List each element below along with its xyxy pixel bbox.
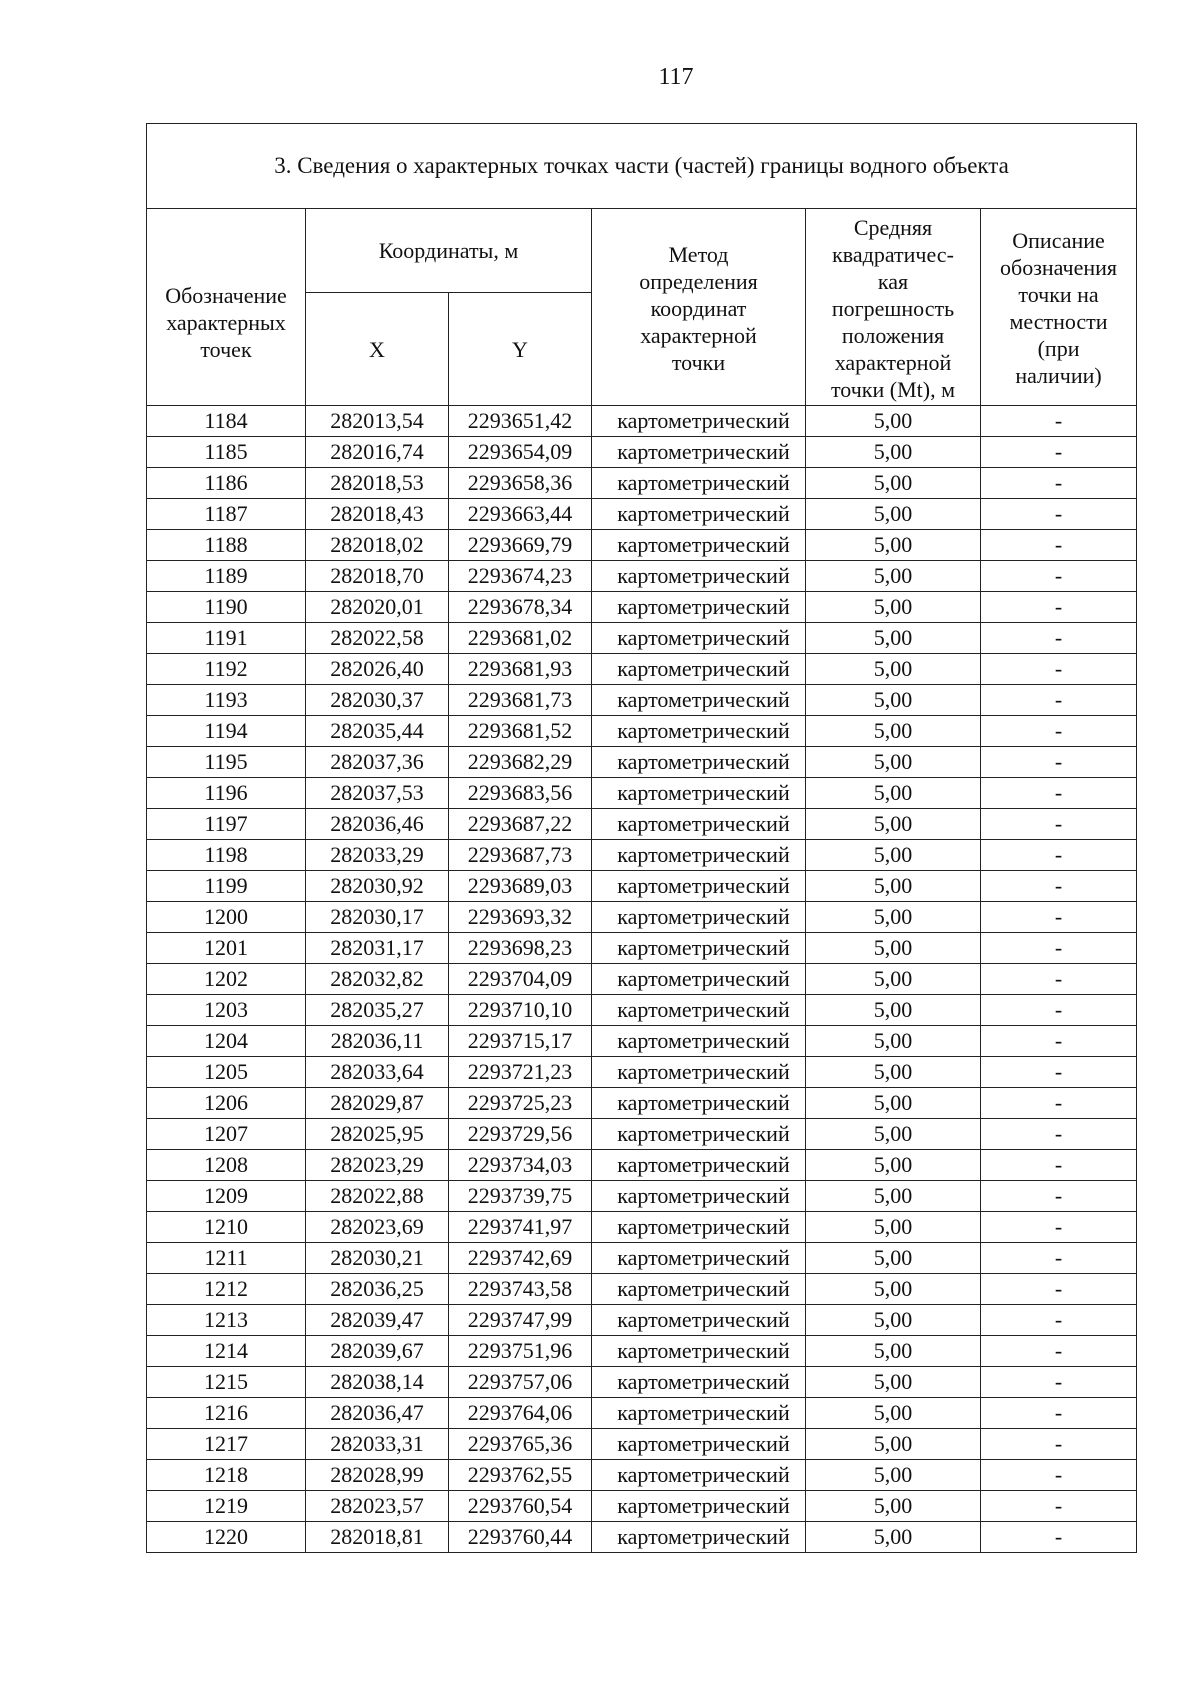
- cell-point-id: 1194: [147, 716, 306, 747]
- cell-method: картометрический: [592, 1274, 806, 1305]
- cell-method: картометрический: [592, 716, 806, 747]
- table-row: [147, 1367, 1137, 1398]
- cell-method: картометрический: [592, 623, 806, 654]
- cell-error: 5,00: [806, 1336, 981, 1367]
- cell-error: 5,00: [806, 1491, 981, 1522]
- cell-description: -: [981, 1212, 1137, 1243]
- cell-x: 282018,43: [306, 499, 449, 530]
- header-line: точки (Mt), м: [830, 376, 956, 402]
- cell-method: картометрический: [592, 1119, 806, 1150]
- cell-error: 5,00: [806, 561, 981, 592]
- cell-error: 5,00: [806, 1057, 981, 1088]
- cell-point-id: 1196: [147, 778, 306, 809]
- cell-y: 2293654,09: [449, 437, 592, 468]
- cell-point-id: 1201: [147, 933, 306, 964]
- cell-x: 282018,70: [306, 561, 449, 592]
- table-row: [147, 468, 1137, 499]
- cell-y: 2293681,52: [449, 716, 592, 747]
- cell-x: 282037,53: [306, 778, 449, 809]
- cell-description: -: [981, 1522, 1137, 1553]
- cell-method: картометрический: [592, 530, 806, 561]
- cell-y: 2293674,23: [449, 561, 592, 592]
- cell-point-id: 1186: [147, 468, 306, 499]
- cell-y: 2293760,44: [449, 1522, 592, 1553]
- table-title: 3. Сведения о характерных точках части (частей) границы водного объекта: [147, 124, 1137, 209]
- cell-error: 5,00: [806, 437, 981, 468]
- cell-y: 2293721,23: [449, 1057, 592, 1088]
- table-row: [147, 1026, 1137, 1057]
- cell-point-id: 1219: [147, 1491, 306, 1522]
- header-line: Метод: [668, 241, 729, 267]
- header-line: Описание: [1012, 228, 1105, 253]
- cell-method: картометрический: [592, 747, 806, 778]
- cell-x: 282033,29: [306, 840, 449, 871]
- cell-point-id: 1198: [147, 840, 306, 871]
- cell-description: -: [981, 1057, 1137, 1088]
- cell-method: картометрический: [592, 561, 806, 592]
- table-row: [147, 778, 1137, 809]
- cell-description: -: [981, 1305, 1137, 1336]
- cell-point-id: 1220: [147, 1522, 306, 1553]
- cell-x: 282036,25: [306, 1274, 449, 1305]
- cell-x: 282038,14: [306, 1367, 449, 1398]
- cell-x: 282036,47: [306, 1398, 449, 1429]
- cell-x: 282023,57: [306, 1491, 449, 1522]
- cell-error: 5,00: [806, 406, 981, 437]
- cell-method: картометрический: [592, 499, 806, 530]
- table-body: [147, 406, 1137, 1553]
- cell-description: -: [981, 530, 1137, 561]
- table-row: [147, 1305, 1137, 1336]
- cell-method: картометрический: [592, 1212, 806, 1243]
- header-line: местности: [1009, 309, 1108, 334]
- cell-y: 2293734,03: [449, 1150, 592, 1181]
- cell-x: 282039,67: [306, 1336, 449, 1367]
- cell-description: -: [981, 933, 1137, 964]
- cell-description: -: [981, 437, 1137, 468]
- cell-description: -: [981, 623, 1137, 654]
- cell-description: -: [981, 1460, 1137, 1491]
- cell-y: 2293760,54: [449, 1491, 592, 1522]
- cell-error: 5,00: [806, 778, 981, 809]
- cell-method: картометрический: [592, 437, 806, 468]
- cell-description: -: [981, 685, 1137, 716]
- cell-method: картометрический: [592, 685, 806, 716]
- cell-method: картометрический: [592, 1429, 806, 1460]
- cell-y: 2293751,96: [449, 1336, 592, 1367]
- cell-y: 2293757,06: [449, 1367, 592, 1398]
- cell-y: 2293764,06: [449, 1398, 592, 1429]
- cell-point-id: 1191: [147, 623, 306, 654]
- cell-error: 5,00: [806, 1429, 981, 1460]
- cell-y: 2293681,93: [449, 654, 592, 685]
- cell-point-id: 1188: [147, 530, 306, 561]
- cell-point-id: 1197: [147, 809, 306, 840]
- cell-point-id: 1212: [147, 1274, 306, 1305]
- cell-point-id: 1218: [147, 1460, 306, 1491]
- cell-method: картометрический: [592, 1088, 806, 1119]
- cell-method: картометрический: [592, 1243, 806, 1274]
- cell-method: картометрический: [592, 778, 806, 809]
- cell-description: -: [981, 654, 1137, 685]
- header-line: наличии): [1015, 363, 1102, 388]
- cell-error: 5,00: [806, 964, 981, 995]
- table-row: [147, 840, 1137, 871]
- header-line: характерной: [640, 322, 757, 348]
- cell-point-id: 1200: [147, 902, 306, 933]
- cell-y: 2293762,55: [449, 1460, 592, 1491]
- cell-x: 282030,17: [306, 902, 449, 933]
- cell-method: картометрический: [592, 840, 806, 871]
- cell-error: 5,00: [806, 1119, 981, 1150]
- cell-error: 5,00: [806, 530, 981, 561]
- cell-description: -: [981, 716, 1137, 747]
- cell-x: 282030,21: [306, 1243, 449, 1274]
- table-row: [147, 1398, 1137, 1429]
- cell-error: 5,00: [806, 499, 981, 530]
- cell-point-id: 1193: [147, 685, 306, 716]
- table-row: [147, 1181, 1137, 1212]
- cell-y: 2293651,42: [449, 406, 592, 437]
- cell-method: картометрический: [592, 1367, 806, 1398]
- table-row: [147, 964, 1137, 995]
- cell-point-id: 1209: [147, 1181, 306, 1212]
- cell-error: 5,00: [806, 468, 981, 499]
- cell-y: 2293682,29: [449, 747, 592, 778]
- cell-y: 2293729,56: [449, 1119, 592, 1150]
- header-description: [981, 209, 1137, 406]
- cell-description: -: [981, 592, 1137, 623]
- cell-method: картометрический: [592, 592, 806, 623]
- header-line: характерных: [166, 309, 286, 335]
- cell-error: 5,00: [806, 747, 981, 778]
- header-coordinates: Координаты, м: [306, 209, 592, 293]
- cell-method: картометрический: [592, 654, 806, 685]
- header-line: обозначения: [1000, 255, 1118, 280]
- cell-y: 2293698,23: [449, 933, 592, 964]
- cell-point-id: 1207: [147, 1119, 306, 1150]
- cell-description: -: [981, 871, 1137, 902]
- cell-error: 5,00: [806, 654, 981, 685]
- table-row: [147, 499, 1137, 530]
- header-line: характерной: [834, 349, 952, 375]
- cell-point-id: 1190: [147, 592, 306, 623]
- cell-x: 282018,02: [306, 530, 449, 561]
- cell-y: 2293725,23: [449, 1088, 592, 1119]
- cell-description: -: [981, 809, 1137, 840]
- cell-x: 282037,36: [306, 747, 449, 778]
- cell-description: -: [981, 1119, 1137, 1150]
- cell-description: -: [981, 406, 1137, 437]
- cell-method: картометрический: [592, 933, 806, 964]
- cell-x: 282035,44: [306, 716, 449, 747]
- cell-method: картометрический: [592, 809, 806, 840]
- cell-error: 5,00: [806, 1274, 981, 1305]
- cell-y: 2293743,58: [449, 1274, 592, 1305]
- cell-description: -: [981, 778, 1137, 809]
- table-row: [147, 809, 1137, 840]
- cell-method: картометрический: [592, 902, 806, 933]
- cell-error: 5,00: [806, 995, 981, 1026]
- cell-y: 2293765,36: [449, 1429, 592, 1460]
- table-row: [147, 1150, 1137, 1181]
- table-row: [147, 1057, 1137, 1088]
- cell-y: 2293715,17: [449, 1026, 592, 1057]
- header-line: точки: [671, 349, 726, 375]
- table-row: [147, 1088, 1137, 1119]
- table-row: [147, 747, 1137, 778]
- cell-x: 282022,58: [306, 623, 449, 654]
- cell-y: 2293681,02: [449, 623, 592, 654]
- cell-error: 5,00: [806, 1243, 981, 1274]
- cell-description: -: [981, 1150, 1137, 1181]
- header-line: Средняя: [853, 214, 933, 240]
- cell-method: картометрический: [592, 1398, 806, 1429]
- cell-x: 282016,74: [306, 437, 449, 468]
- cell-method: картометрический: [592, 1026, 806, 1057]
- cell-description: -: [981, 964, 1137, 995]
- cell-x: 282032,82: [306, 964, 449, 995]
- cell-description: -: [981, 747, 1137, 778]
- cell-y: 2293687,22: [449, 809, 592, 840]
- cell-description: -: [981, 468, 1137, 499]
- cell-point-id: 1195: [147, 747, 306, 778]
- table-row: [147, 1243, 1137, 1274]
- cell-x: 282031,17: [306, 933, 449, 964]
- cell-error: 5,00: [806, 1305, 981, 1336]
- page-number: 117: [658, 64, 694, 90]
- cell-error: 5,00: [806, 623, 981, 654]
- header-error: [806, 209, 981, 406]
- cell-y: 2293710,10: [449, 995, 592, 1026]
- cell-x: 282023,69: [306, 1212, 449, 1243]
- cell-y: 2293663,44: [449, 499, 592, 530]
- cell-point-id: 1210: [147, 1212, 306, 1243]
- table-row: [147, 623, 1137, 654]
- cell-error: 5,00: [806, 716, 981, 747]
- header-x: X: [306, 293, 449, 406]
- cell-description: -: [981, 1367, 1137, 1398]
- cell-description: -: [981, 1398, 1137, 1429]
- table-row: [147, 437, 1137, 468]
- cell-error: 5,00: [806, 1150, 981, 1181]
- cell-y: 2293658,36: [449, 468, 592, 499]
- cell-x: 282018,81: [306, 1522, 449, 1553]
- cell-x: 282026,40: [306, 654, 449, 685]
- boundary-points-table: [146, 123, 1137, 1553]
- cell-error: 5,00: [806, 1181, 981, 1212]
- cell-description: -: [981, 1088, 1137, 1119]
- cell-y: 2293669,79: [449, 530, 592, 561]
- cell-method: картометрический: [592, 406, 806, 437]
- cell-y: 2293747,99: [449, 1305, 592, 1336]
- header-line: Обозначение: [165, 282, 287, 308]
- cell-description: -: [981, 1491, 1137, 1522]
- cell-y: 2293689,03: [449, 871, 592, 902]
- table-row: [147, 995, 1137, 1026]
- cell-method: картометрический: [592, 1150, 806, 1181]
- cell-point-id: 1204: [147, 1026, 306, 1057]
- cell-point-id: 1206: [147, 1088, 306, 1119]
- cell-error: 5,00: [806, 1212, 981, 1243]
- cell-x: 282029,87: [306, 1088, 449, 1119]
- header-line: точек: [200, 336, 252, 362]
- cell-point-id: 1199: [147, 871, 306, 902]
- cell-description: -: [981, 995, 1137, 1026]
- cell-point-id: 1202: [147, 964, 306, 995]
- table-row: [147, 1429, 1137, 1460]
- cell-description: -: [981, 902, 1137, 933]
- cell-description: -: [981, 561, 1137, 592]
- cell-y: 2293739,75: [449, 1181, 592, 1212]
- table-row: [147, 1119, 1137, 1150]
- header-line: погрешность: [831, 295, 955, 321]
- table-row: [147, 654, 1137, 685]
- cell-point-id: 1184: [147, 406, 306, 437]
- header-line: положения: [841, 322, 945, 348]
- cell-error: 5,00: [806, 809, 981, 840]
- cell-x: 282030,92: [306, 871, 449, 902]
- header-line: точки на: [1018, 282, 1099, 307]
- header-line: координат: [650, 295, 747, 321]
- cell-error: 5,00: [806, 1460, 981, 1491]
- cell-description: -: [981, 1336, 1137, 1367]
- cell-error: 5,00: [806, 1398, 981, 1429]
- cell-method: картометрический: [592, 1522, 806, 1553]
- table-row: [147, 561, 1137, 592]
- cell-x: 282025,95: [306, 1119, 449, 1150]
- cell-y: 2293681,73: [449, 685, 592, 716]
- table-row: [147, 933, 1137, 964]
- cell-point-id: 1189: [147, 561, 306, 592]
- cell-y: 2293741,97: [449, 1212, 592, 1243]
- cell-x: 282036,11: [306, 1026, 449, 1057]
- cell-method: картометрический: [592, 1336, 806, 1367]
- cell-x: 282022,88: [306, 1181, 449, 1212]
- cell-method: картометрический: [592, 1181, 806, 1212]
- cell-error: 5,00: [806, 840, 981, 871]
- table-row: [147, 1522, 1137, 1553]
- cell-x: 282020,01: [306, 592, 449, 623]
- cell-point-id: 1187: [147, 499, 306, 530]
- cell-x: 282035,27: [306, 995, 449, 1026]
- table-row: [147, 406, 1137, 437]
- cell-y: 2293683,56: [449, 778, 592, 809]
- table-row: [147, 871, 1137, 902]
- table-row: [147, 1460, 1137, 1491]
- cell-error: 5,00: [806, 1088, 981, 1119]
- cell-x: 282030,37: [306, 685, 449, 716]
- header-point-id: [147, 209, 306, 406]
- cell-point-id: 1213: [147, 1305, 306, 1336]
- cell-point-id: 1217: [147, 1429, 306, 1460]
- header-line: определения: [639, 268, 758, 294]
- cell-description: -: [981, 499, 1137, 530]
- cell-point-id: 1192: [147, 654, 306, 685]
- cell-x: 282023,29: [306, 1150, 449, 1181]
- table-row: [147, 685, 1137, 716]
- cell-method: картометрический: [592, 964, 806, 995]
- cell-point-id: 1216: [147, 1398, 306, 1429]
- header-method: [592, 209, 806, 406]
- cell-method: картометрический: [592, 1491, 806, 1522]
- table-row: [147, 1491, 1137, 1522]
- cell-error: 5,00: [806, 933, 981, 964]
- cell-point-id: 1208: [147, 1150, 306, 1181]
- cell-error: 5,00: [806, 685, 981, 716]
- table-row: [147, 1212, 1137, 1243]
- cell-point-id: 1203: [147, 995, 306, 1026]
- table-row: [147, 1336, 1137, 1367]
- cell-x: 282039,47: [306, 1305, 449, 1336]
- cell-y: 2293742,69: [449, 1243, 592, 1274]
- cell-point-id: 1215: [147, 1367, 306, 1398]
- cell-x: 282036,46: [306, 809, 449, 840]
- cell-x: 282013,54: [306, 406, 449, 437]
- cell-y: 2293693,32: [449, 902, 592, 933]
- cell-description: -: [981, 1274, 1137, 1305]
- table-row: [147, 592, 1137, 623]
- cell-error: 5,00: [806, 1367, 981, 1398]
- cell-point-id: 1214: [147, 1336, 306, 1367]
- header-line: квадратичес-: [832, 241, 954, 267]
- table-row: [147, 902, 1137, 933]
- cell-point-id: 1211: [147, 1243, 306, 1274]
- cell-error: 5,00: [806, 902, 981, 933]
- cell-method: картометрический: [592, 1460, 806, 1491]
- cell-method: картометрический: [592, 995, 806, 1026]
- cell-method: картометрический: [592, 468, 806, 499]
- cell-y: 2293704,09: [449, 964, 592, 995]
- header-y: Y: [449, 293, 592, 406]
- cell-description: -: [981, 1243, 1137, 1274]
- cell-x: 282033,64: [306, 1057, 449, 1088]
- cell-method: картометрический: [592, 1305, 806, 1336]
- cell-x: 282018,53: [306, 468, 449, 499]
- cell-y: 2293687,73: [449, 840, 592, 871]
- cell-x: 282033,31: [306, 1429, 449, 1460]
- header-line: (при: [1037, 336, 1080, 361]
- table-row: [147, 530, 1137, 561]
- cell-description: -: [981, 1429, 1137, 1460]
- table-row: [147, 1274, 1137, 1305]
- cell-error: 5,00: [806, 871, 981, 902]
- cell-x: 282028,99: [306, 1460, 449, 1491]
- table-row: [147, 716, 1137, 747]
- cell-y: 2293678,34: [449, 592, 592, 623]
- cell-error: 5,00: [806, 1522, 981, 1553]
- header-line: кая: [877, 268, 909, 294]
- cell-method: картометрический: [592, 1057, 806, 1088]
- cell-description: -: [981, 1026, 1137, 1057]
- cell-point-id: 1185: [147, 437, 306, 468]
- cell-point-id: 1205: [147, 1057, 306, 1088]
- cell-error: 5,00: [806, 592, 981, 623]
- cell-method: картометрический: [592, 871, 806, 902]
- cell-description: -: [981, 840, 1137, 871]
- cell-error: 5,00: [806, 1026, 981, 1057]
- cell-description: -: [981, 1181, 1137, 1212]
